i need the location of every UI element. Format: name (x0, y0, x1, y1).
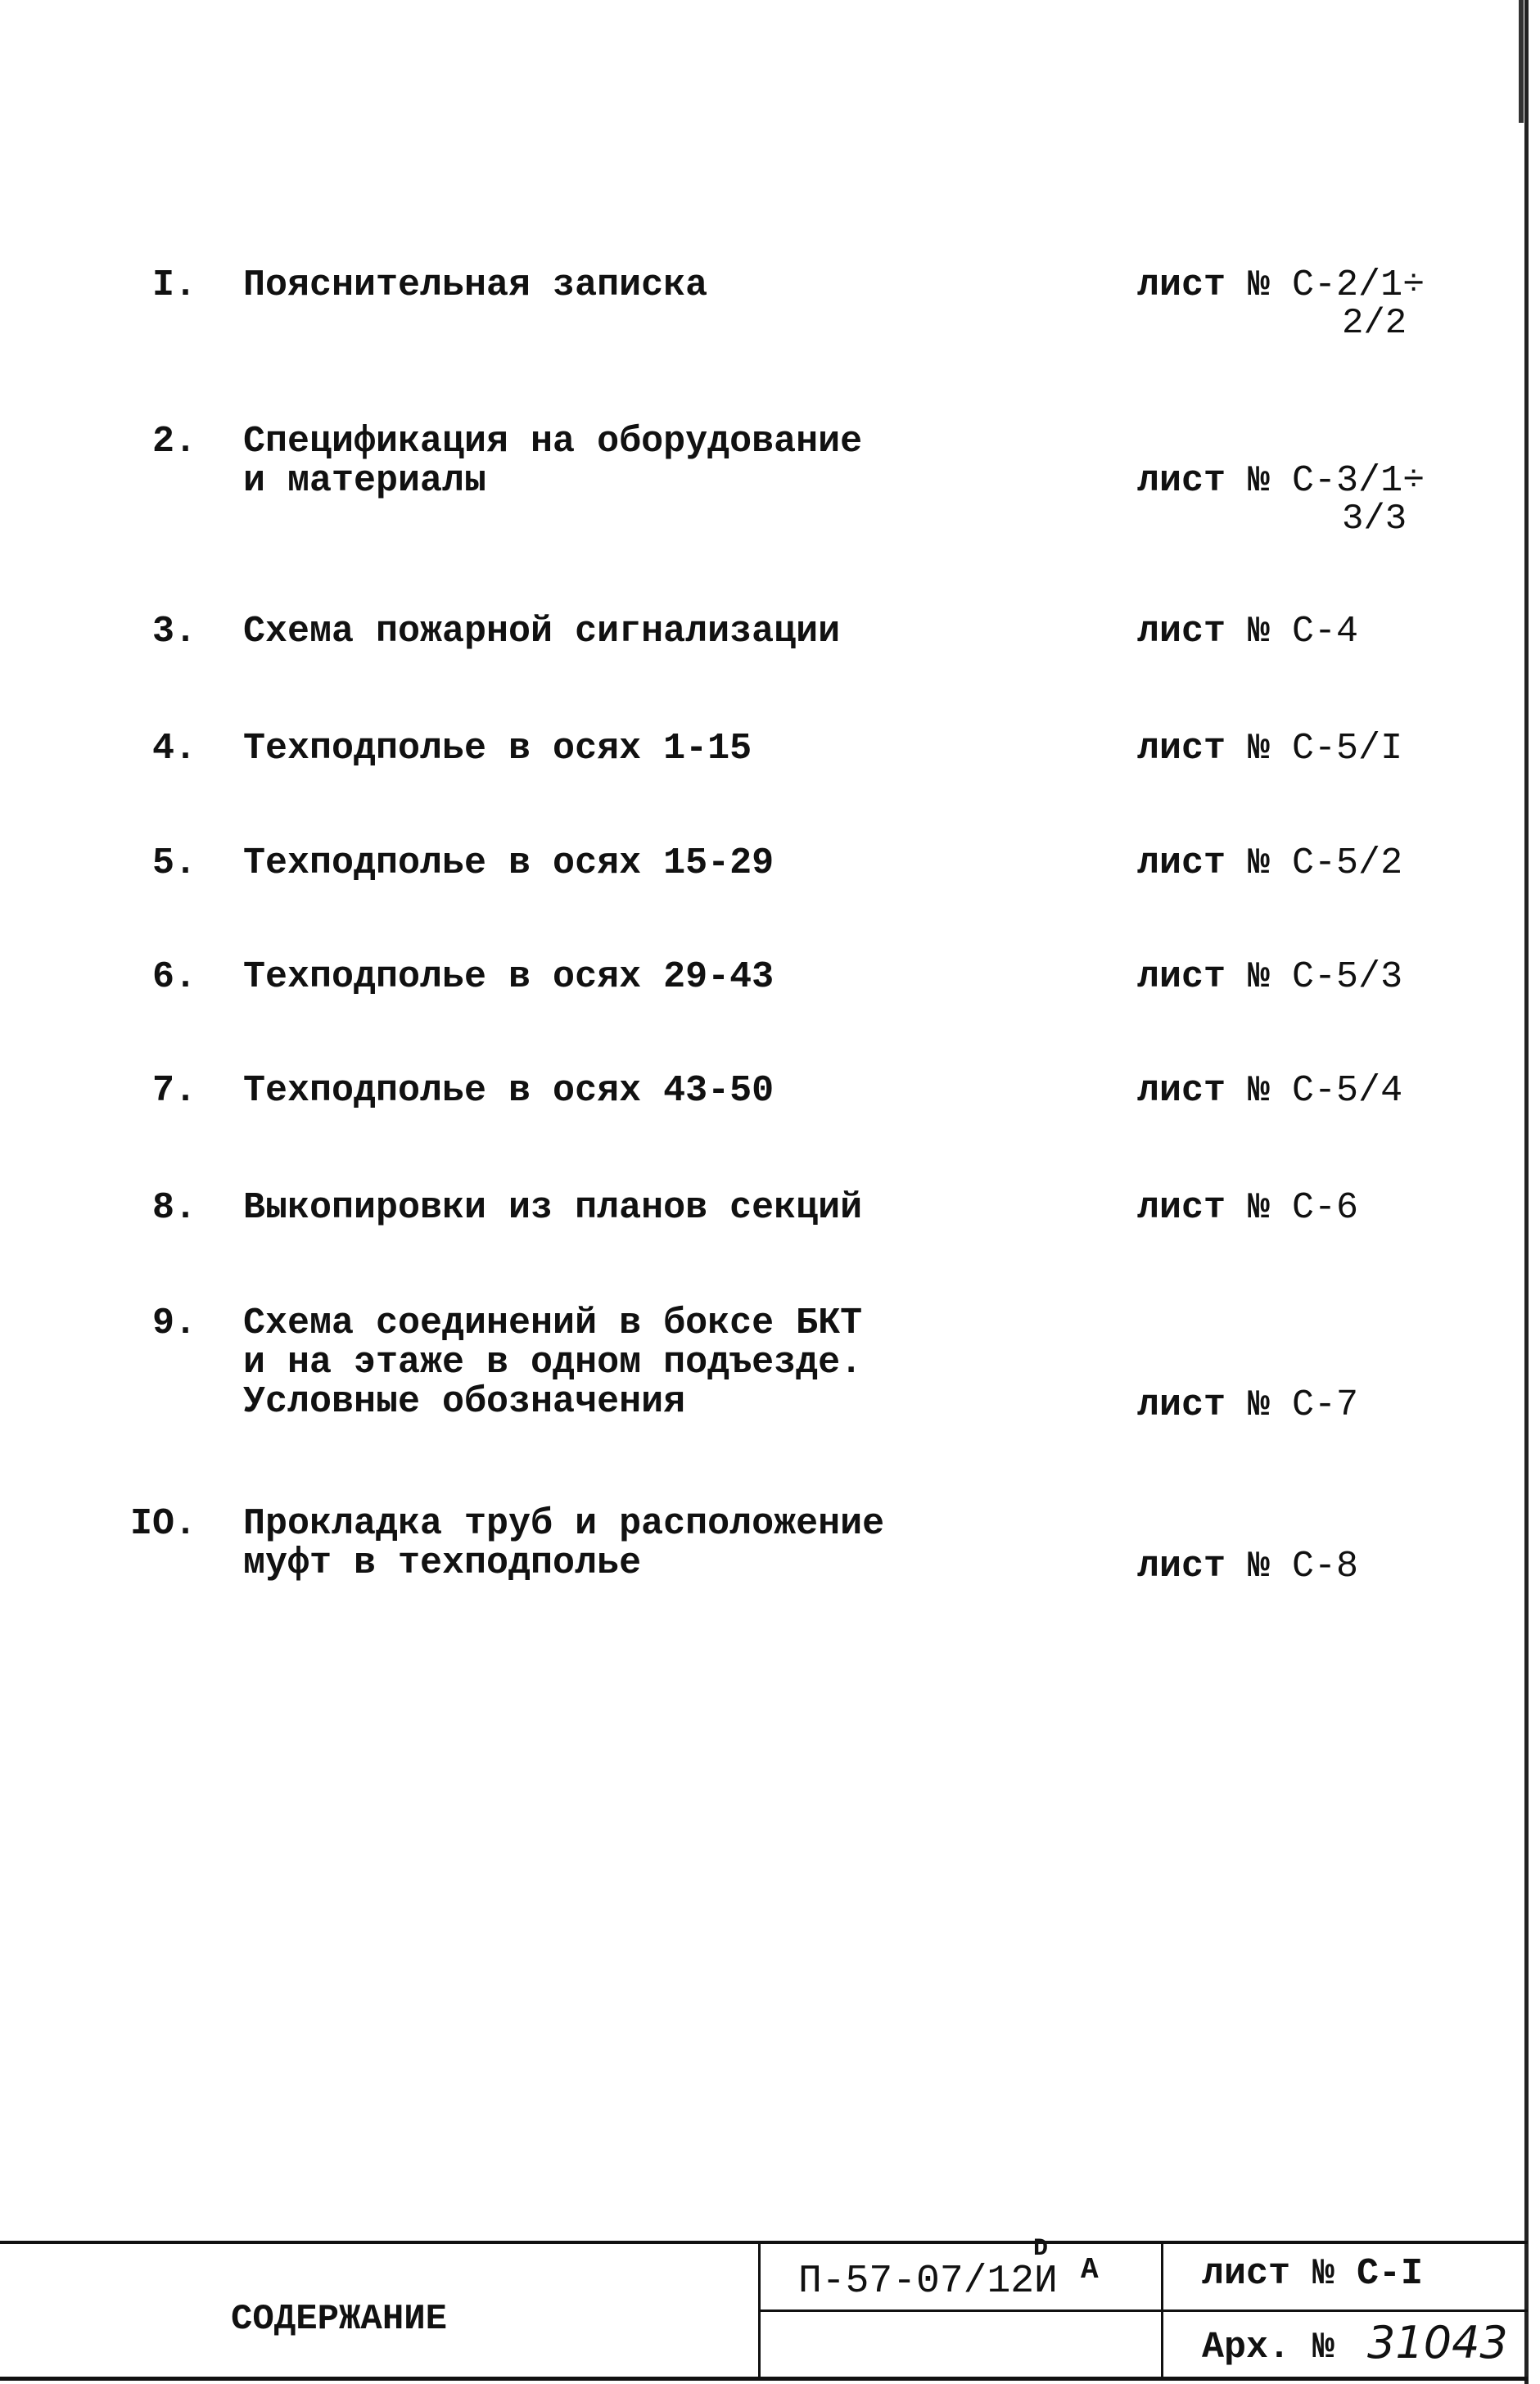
item-title (243, 266, 707, 305)
document-code-suffix: А (1081, 2253, 1099, 2287)
item-sheet-ref (1137, 1072, 1402, 1111)
titleblock-divider-2 (1161, 2241, 1163, 2380)
sheet-label: лист № (1137, 1187, 1271, 1229)
item-sheet-ref (1137, 958, 1402, 997)
item-sheet-ref (1137, 612, 1358, 652)
item-title-line: Схема пожарной сигнализации (243, 611, 841, 652)
item-sheet-ref (1137, 844, 1402, 883)
titleblock-divider-1 (758, 2241, 761, 2380)
sheet-label: лист № (1137, 842, 1271, 884)
titleblock-mid-line (759, 2310, 1528, 2312)
sheet-code: С-5/3 (1292, 956, 1403, 998)
sheet-code: С-2/1÷ (1292, 264, 1425, 306)
item-title (243, 1189, 862, 1228)
sheet-code: С-5/2 (1292, 842, 1403, 884)
sheet-code-continuation: 3/3 (1342, 499, 1407, 540)
sheet-code: С-4 (1292, 611, 1359, 652)
item-number: 8. (151, 1187, 196, 1229)
item-sheet-ref (1137, 460, 1425, 540)
item-title-line: муфт в техподполье (243, 1542, 642, 1584)
sheet-label: лист № (1137, 1546, 1271, 1587)
item-sheet-ref (1137, 1189, 1358, 1228)
item-title (243, 1072, 774, 1111)
item-number: 3. (151, 611, 196, 652)
sheet-number: лист № С-I (1202, 2253, 1424, 2295)
titleblock-top-line (0, 2241, 1528, 2244)
item-number: 7. (151, 1070, 196, 1112)
titleblock-bottom-line (0, 2377, 1528, 2381)
item-title-line: Условные обозначения (243, 1381, 686, 1423)
sheet-label: лист № (1137, 1070, 1271, 1112)
item-title-line: Схема соединений в боксе БКТ (243, 1303, 863, 1344)
item-title-line: Прокладка труб и расположение (243, 1503, 885, 1545)
item-number: 9. (151, 1303, 196, 1344)
item-title-line: Техподполье в осях 1-15 (243, 728, 752, 770)
item-number: 4. (151, 728, 196, 770)
item-sheet-ref (1137, 1547, 1358, 1587)
item-title (243, 729, 752, 769)
sheet-label: лист № (1137, 460, 1271, 502)
item-title-line: Техподполье в осях 15-29 (243, 842, 775, 884)
sheet-label: лист № (1137, 611, 1271, 652)
item-title-line: и на этаже в одном подъезде. (243, 1342, 863, 1384)
sheet-label: лист № (1137, 956, 1271, 998)
sheet-code: С-7 (1292, 1384, 1359, 1426)
sheet-code: С-8 (1292, 1546, 1359, 1587)
sheet-code: С-5/I (1292, 728, 1403, 770)
item-title-line: Техподполье в осях 29-43 (243, 956, 775, 998)
item-number: 6. (151, 956, 196, 998)
item-sheet-ref (1137, 729, 1402, 769)
sheet-label: лист № (1137, 728, 1271, 770)
document-code: П-57-07/12И (798, 2260, 1058, 2304)
sheet-code: С-5/4 (1292, 1070, 1403, 1112)
sheet-label: лист № (1137, 264, 1271, 306)
sheet-label: лист № (1137, 1384, 1271, 1426)
item-title-line: Выкопировки из планов секций (243, 1187, 863, 1229)
item-number: I. (151, 264, 196, 306)
item-number: 2. (151, 421, 196, 463)
document-title: СОДЕРЖАНИЕ (231, 2299, 448, 2340)
sheet-code-continuation: 2/2 (1342, 303, 1407, 344)
item-number: 5. (151, 842, 196, 884)
item-title (243, 612, 840, 652)
sheet-code: С-3/1÷ (1292, 460, 1425, 502)
item-title (243, 958, 774, 997)
item-title-line: Техподполье в осях 43-50 (243, 1070, 775, 1112)
item-sheet-ref (1137, 1386, 1358, 1425)
archive-number: 31043 (1367, 2317, 1508, 2368)
item-title-line: Пояснительная записка (243, 264, 708, 306)
item-sheet-ref (1137, 264, 1425, 344)
item-title (243, 422, 862, 501)
item-title-line: и материалы (243, 460, 487, 502)
item-number: IO. (129, 1503, 196, 1545)
item-title (243, 1304, 862, 1422)
sheet-code: С-6 (1292, 1187, 1359, 1229)
item-title (243, 844, 774, 883)
item-title-line: Спецификация на оборудование (243, 421, 863, 463)
frame-edge-mark (1519, 0, 1524, 123)
document-code-mark: D (1033, 2235, 1049, 2263)
item-title (243, 1505, 884, 1583)
archive-label: Арх. № (1202, 2327, 1335, 2368)
frame-border-right (1524, 0, 1529, 2384)
